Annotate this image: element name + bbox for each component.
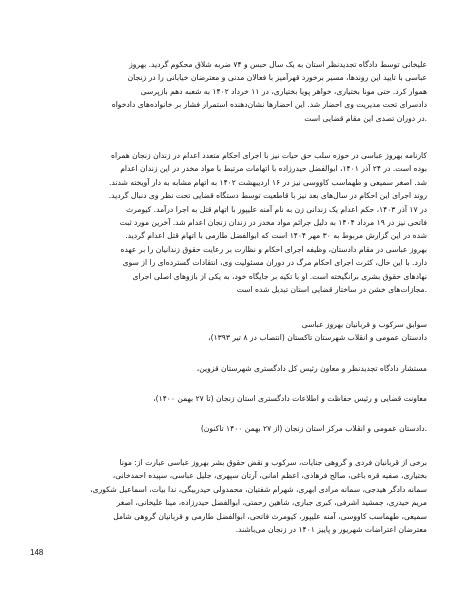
paragraph-victims-list	[36, 456, 427, 536]
text-line: علیخانی توسط دادگاه تجدیدنظر استان به یک سال حبس و ۷۴ ضربه شلاق محکوم گردید. بهروز	[129, 60, 427, 69]
text-line: معاونت قضایی و رئیس حفاظت و اطلاعات دادگستری استان زنجان (تا ۲۷ بهمن ۱۴۰۰)،	[153, 394, 427, 403]
section-heading: سوابق سرکوب و قربانیان بهروز عباسی	[301, 320, 427, 329]
text-line: برخی از قربانیان فردی و گروهی جنایات، سرکوب و نقض حقوق بشر بهروز عباسی عبارت از: مونا	[119, 458, 427, 467]
paragraph-career-history	[36, 318, 427, 345]
text-line: سمیعی، طهماسب کاووسی، آمنه علیپور، کیومرث فاتحی، ابوالفضل طارمی و قربانیان گروهی شامل	[113, 511, 427, 521]
text-line: .در دوران تصدی این مقام قضایی است	[304, 113, 427, 123]
text-line: بهروز عباسی در مقام دادستان، وظیفه اجرای احکام و نظارت بر رعایت حقوق زندانیان را بر عهده	[120, 244, 427, 254]
career-item-zanjan-deputy	[36, 392, 427, 405]
text-line: .مجازات‌های خشن در ساختار قضایی استان تبدیل شده است	[236, 285, 427, 295]
text-line: بختیاری، صفیه قره باغی، صالح فرهادی، اعظم امانی، آرتان سپهری، جلیل عباسی، سپیده احمدخانی،	[112, 471, 427, 481]
text-line: مستشار دادگاه تجدیدنظر و معاون رئیس کل دادگستری شهرستان قزوین،	[196, 364, 427, 373]
text-line: بوده است. در ۲۴ آذر ۱۴۰۱، ابوالفضل حیدرزاده با اتهامات مرتبط با مواد مخدر در این زندان اعدام	[120, 164, 427, 174]
text-line: معترضان اعتراضات شهریور و پاییز ۱۴۰۱ در زنجان می‌باشند.	[235, 525, 427, 535]
paragraph-alikhani-sentence	[36, 58, 427, 125]
text-line: مریم حیدری، جمشید اشرفی، کبری جباری، شاهین رحمتی، ابوالفضل حیدرزاده، مینا علیخانی، اصغر	[116, 498, 427, 508]
career-item-qazvin	[36, 362, 427, 375]
text-line: سمانه دادگر هیدجی، سمانه مرادی ابهری، شهرام شفتیان، محمدولی حیدربیگی، ندا بیات، اسماعیل شکوری،	[90, 484, 427, 494]
paragraph-executions-record	[36, 149, 427, 296]
page-number: 148	[30, 548, 44, 557]
text-line: دادسرای تحت مدیریت وی احضار شد. این احضارها نشان‌دهنده استمرار فشار بر خانواده‌های دادخواه	[111, 100, 427, 110]
text-line: شد. اصغر سمیعی و طهماسب کاووسی نیز در ۱۶ اردیبهشت ۱۴۰۲ به اتهام مشابه به دار آویخته شدند.	[108, 177, 427, 187]
text-line: هموار کرد. حتی مونا بختیاری، خواهر پویا بختیاری، در ۱۱ خرداد ۱۴۰۲ به شعبه دهم بازپرسی	[140, 86, 427, 96]
text-line: روند اجرای این احکام در سال‌های بعد نیز با قاطعیت توسط دستگاه قضایی تحت نظر وی دنبال گردید.	[108, 191, 427, 201]
text-line: شده در این گزارش مربوط به ۳۰ مهر ۱۴۰۴ است که ابوالفضل طارمی با اتهام قتل اعدام گردید.	[125, 231, 427, 241]
text-line: دادستان عمومی و انقلاب شهرستان تاکستان (انتصاب در ۸ تیر ۱۳۹۳)،	[208, 333, 427, 343]
text-line: کارنامه بهروز عباسی در حوزه سلب حق حیات نیز با اجرای احکام متعدد اعدام در زندان زنجان همراه	[111, 151, 427, 160]
text-line: دارد. با این حال، کثرت اجرای احکام مرگ در دوران مسئولیت وی، انتقادات گسترده‌ای را از سوی	[122, 258, 427, 268]
text-line: فاتحی نیز در ۱۹ مرداد ۱۴۰۴ به دلیل جرائم مواد مخدر در زندان زنجان اعدام شد. آخرین مورد ثبت	[119, 218, 427, 228]
career-item-zanjan-prosecutor	[36, 422, 427, 435]
text-line: .دادستان عمومی و انقلاب مرکز استان زنجان (از ۲۷ بهمن ۱۴۰۰ تاکنون)	[200, 424, 427, 433]
text-line: در ۱۷ آذر ۱۴۰۳، حکم اعدام یک زندانی زن به نام آمنه علیپور با اتهام قتل به اجرا درآمد. کیومرث	[126, 204, 427, 214]
text-line: عباسی با تایید این روندها، مسیر برخورد قهرآمیز با فعالان مدنی و معترضان خیابانی را در زنجان	[127, 73, 427, 83]
text-line: نهادهای حقوق بشری برانگیخته است. او با تکیه بر جایگاه خود، به یکی از بازوهای اصلی اجرای	[132, 271, 427, 281]
